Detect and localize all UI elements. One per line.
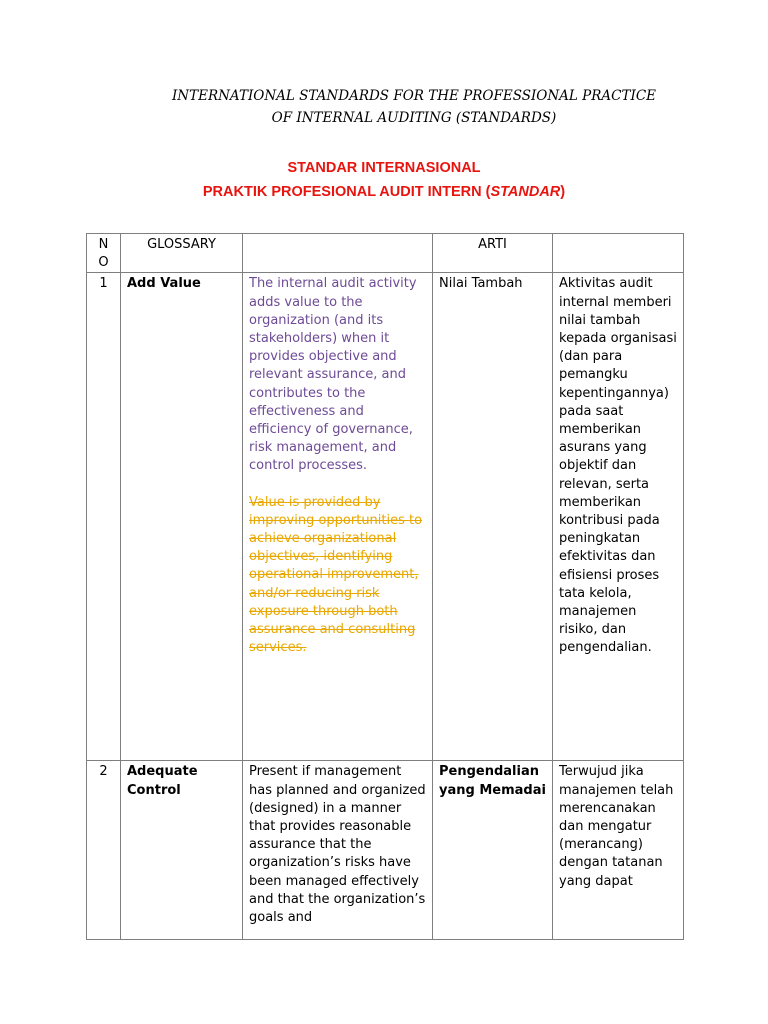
arti-term: Pengendalian yang Memadai [433, 761, 553, 940]
arti-description: Terwujud jika manajemen telah merencanakan dan mengatur (merancang) dengan tatanan yang dapat [553, 761, 684, 940]
header-no: N O [87, 234, 121, 273]
table-row [87, 761, 684, 940]
glossary-term: Adequate Control [121, 761, 243, 940]
table-header-row [87, 234, 684, 273]
row-number: 1 [87, 273, 121, 761]
table-row [87, 273, 684, 761]
definition-cell [243, 273, 433, 761]
glossary-term: Add Value [121, 273, 243, 761]
document-title-indonesian [0, 156, 768, 204]
header-definition [243, 234, 433, 273]
definition-text: The internal audit activity adds value to the organization (and its stakeholders) when it provides objective and relevant assurance, and contributes to the effectiveness and efficiency of governance, risk management, and control processes. [249, 276, 417, 474]
glossary-table [86, 233, 684, 940]
title-id-line-2 [0, 180, 768, 204]
title-id-line-2-prefix: PRAKTIK PROFESIONAL AUDIT INTERN ( [202, 184, 491, 200]
header-arti-desc [553, 234, 684, 273]
header-arti: ARTI [433, 234, 553, 273]
header-glossary: GLOSSARY [121, 234, 243, 273]
arti-description: Aktivitas audit internal memberi nilai tambah kepada organisasi (dan para pemangku kepentingannya) pada saat memberikan asurans yang objektif dan relevan, serta memberikan kontribusi pada peningkatan efektivitas dan efisiensi proses tata kelola, manajemen risiko, dan pengendalian. [553, 273, 684, 761]
title-en-line-1: INTERNATIONAL STANDARDS FOR THE PROFESSIONAL PRACTICE [171, 88, 657, 104]
definition-cell [243, 761, 433, 940]
row-number: 2 [87, 761, 121, 940]
title-id-line-2-italic: STANDAR [490, 184, 561, 200]
definition-struck-text: Value is provided by improving opportunities to achieve organizational objectives, identifying operational improvement, and/or reducing risk exposure through both assurance and consulting services. [249, 494, 423, 656]
title-id-line-2-suffix: ) [560, 184, 566, 200]
title-id-line-1: STANDAR INTERNASIONAL [287, 160, 481, 176]
document-title-english [60, 86, 768, 129]
arti-term: Nilai Tambah [433, 273, 553, 761]
definition-text: Present if management has planned and organized (designed) in a manner that provides reasonable assurance that the organization’s risks have been managed effectively and that the organization’s goals and [249, 764, 426, 926]
title-en-line-2: OF INTERNAL AUDITING (STANDARDS) [271, 109, 557, 126]
